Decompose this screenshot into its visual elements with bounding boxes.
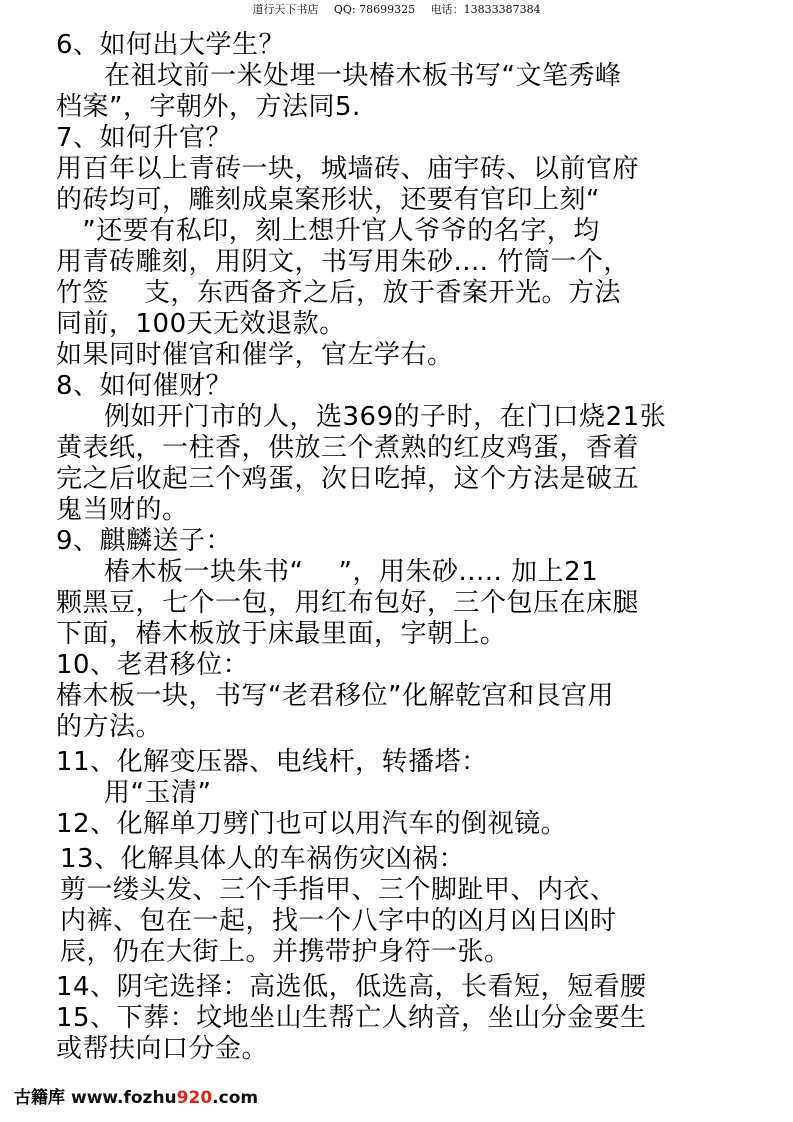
site-watermark <box>14 1086 258 1110</box>
paragraph-line: 椿木板一块，书写“老君移位”化解乾宫和艮宫用 <box>56 681 614 711</box>
heading-10: 10、老君移位： <box>56 650 250 680</box>
heading-12: 12、化解单刀劈门也可以用汽车的倒视镜。 <box>56 809 568 839</box>
heading-15: 15、下葬：坟地坐山生帮亡人纳音，坐山分金要生 <box>56 1003 647 1033</box>
watermark-number: 920 <box>176 1088 213 1108</box>
paragraph-line: 的方法。 <box>56 712 163 742</box>
paragraph-line: 用青砖雕刻，用阴文，书写用朱砂.... 竹筒一个， <box>56 247 630 277</box>
paragraph-line: 用百年以上青砖一块，城墙砖、庙宇砖、以前官府 <box>56 154 640 184</box>
paragraph-line: 的砖均可，雕刻成桌案形状，还要有官印上刻“ <box>56 185 600 215</box>
paragraph-line: ”还要有私印，刻上想升官人爷爷的名字，均 <box>56 216 600 246</box>
paragraph-line: 鬼当财的。 <box>56 495 189 525</box>
heading-7: 7、如何升官？ <box>56 123 233 153</box>
paragraph-line: 剪一缕头发、三个手指甲、三个脚趾甲、内衣、 <box>60 875 617 905</box>
paragraph-line: 完之后收起三个鸡蛋，次日吃掉，这个方法是破五 <box>56 464 640 494</box>
heading-14: 14、阴宅选择：高选低，低选高，长看短，短看腰 <box>56 972 647 1002</box>
paragraph-line: 同前，100天无效退款。 <box>56 309 346 339</box>
header-shop: 道行天下书店 <box>252 3 319 16</box>
paragraph-line: 辰，仍在大街上。并携带护身符一张。 <box>60 937 511 967</box>
heading-6: 6、如何出大学生？ <box>56 30 286 60</box>
heading-13: 13、化解具体人的车祸伤灾凶祸： <box>60 844 466 874</box>
watermark-domain: www.fozhu <box>71 1088 177 1108</box>
heading-9: 9、麒麟送子： <box>56 526 233 556</box>
paragraph-line: 在祖坟前一米处埋一块椿木板书写“文笔秀峰 <box>104 61 622 91</box>
heading-8: 8、如何催财？ <box>56 371 233 401</box>
document-body <box>56 30 746 1065</box>
paragraph-line: 下面，椿木板放于床最里面，字朝上。 <box>56 619 507 649</box>
paragraph-line: 颗黑豆，七个一包，用红布包好，三个包压在床腿 <box>56 588 640 618</box>
paragraph-line: 或帮扶向口分金。 <box>56 1034 269 1064</box>
paragraph-line: 黄表纸，一柱香，供放三个煮熟的红皮鸡蛋，香着 <box>56 433 640 463</box>
paragraph-line: 档案”，字朝外，方法同5. <box>56 92 361 122</box>
heading-11: 11、化解变压器、电线杆，转播塔： <box>56 747 488 777</box>
paragraph-line: 内裤、包在一起，找一个八字中的凶月凶日凶时 <box>60 906 617 936</box>
paragraph-line: 如果同时催官和催学，官左学右。 <box>56 340 454 370</box>
watermark-brand: 古籍库 <box>14 1088 65 1108</box>
paragraph-line: 椿木板一块朱书“ ”，用朱砂..... 加上21 <box>104 557 599 587</box>
header-qq: QQ: 78699325 <box>333 3 416 16</box>
paragraph-line: 用“玉清” <box>104 778 212 808</box>
watermark-tld: .com <box>212 1088 259 1108</box>
paragraph-line: 例如开门市的人，选369的子时，在门口烧21张 <box>104 402 667 432</box>
paragraph-line: 竹签 支，东西备齐之后，放于香案开光。方法 <box>56 278 622 308</box>
page-header <box>0 0 793 20</box>
header-phone: 电话：13833387384 <box>430 3 541 16</box>
